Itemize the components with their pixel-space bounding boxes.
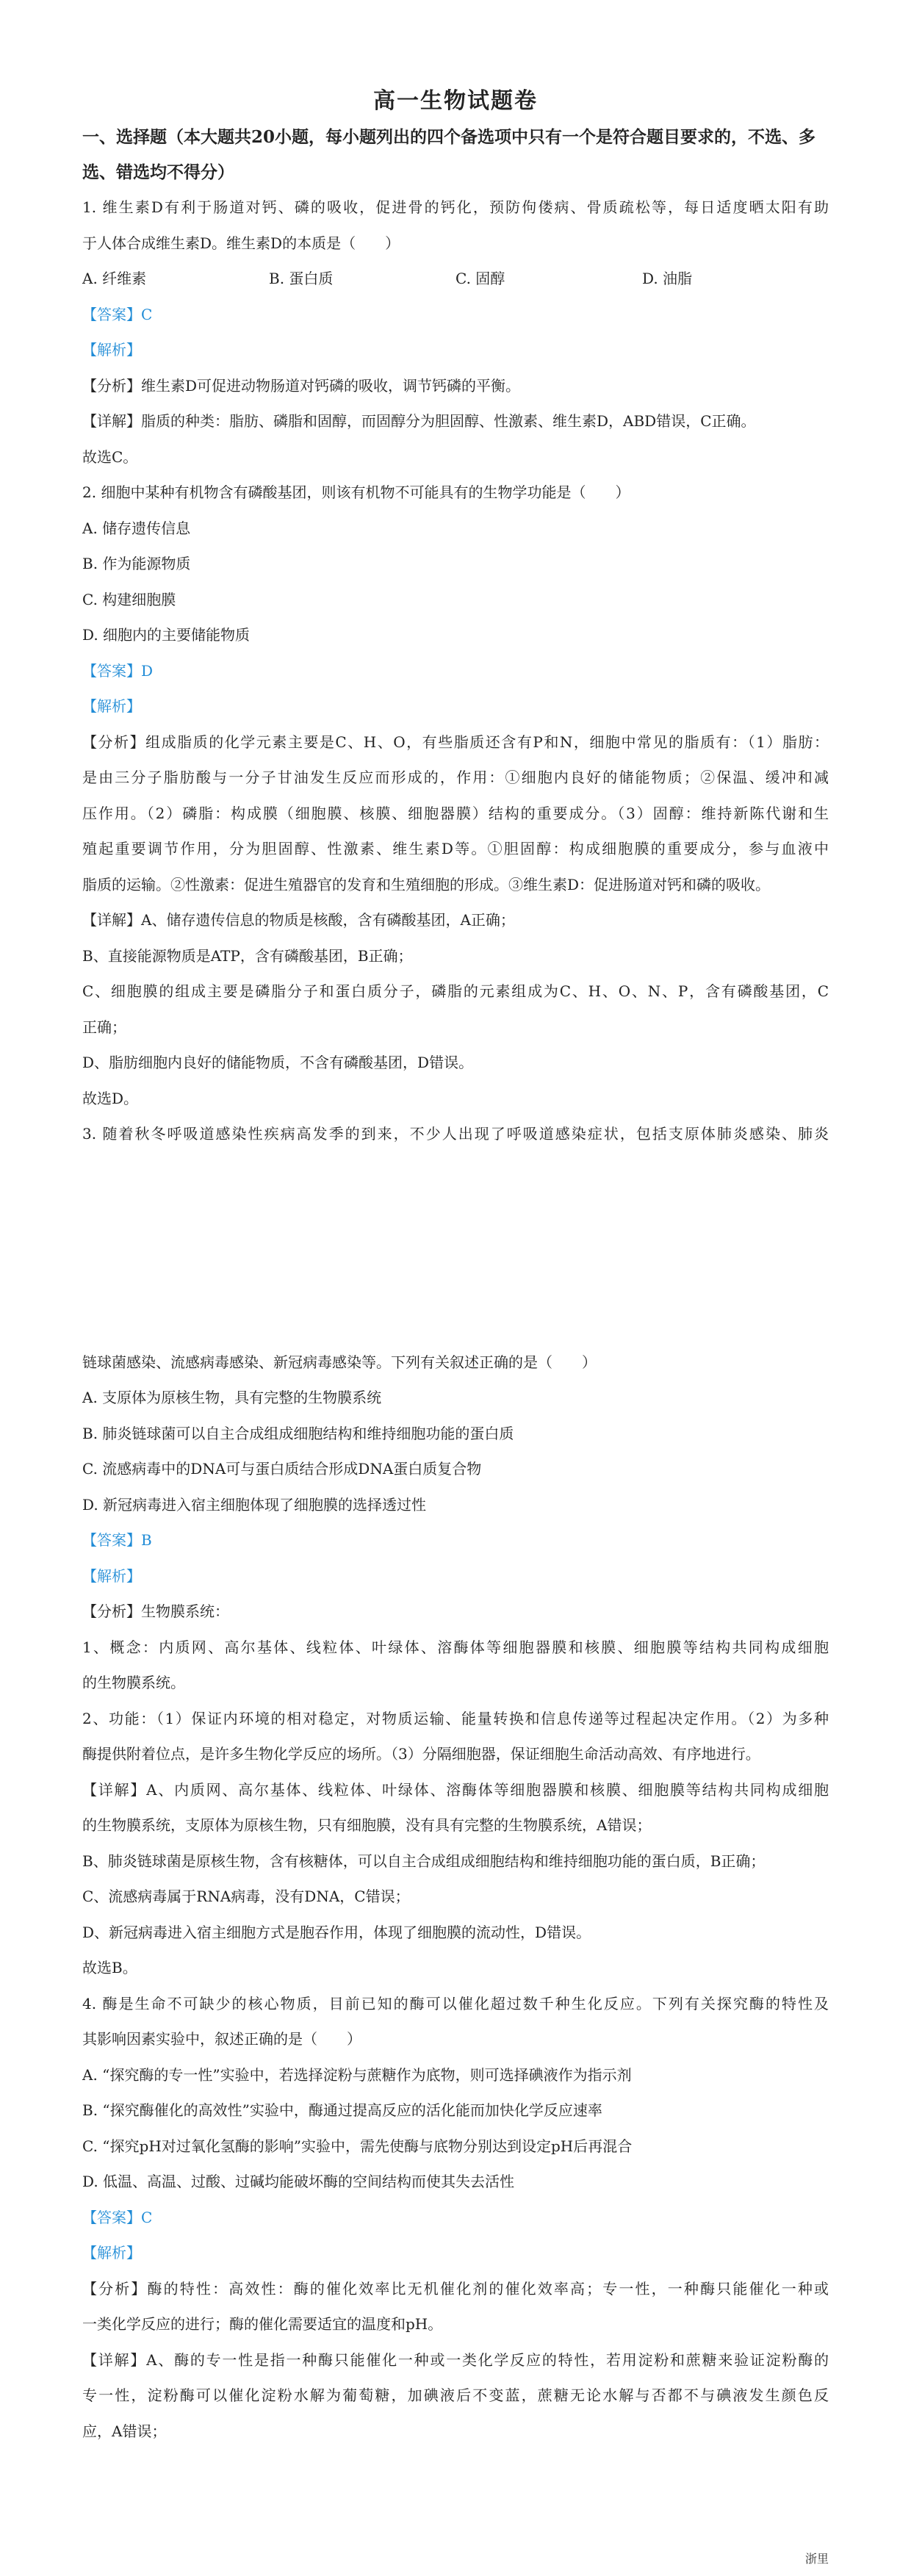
q1-option-c: C. 固醇 [455, 270, 505, 287]
blank-gap [82, 1152, 829, 1345]
q1-answer: 【答案】C [82, 305, 153, 323]
q3-conclusion: 故选B。 [82, 1959, 137, 1976]
q3-analysis-line: 酶提供附着位点，是许多生物化学反应的场所。（3）分隔细胞器，保证细胞生命活动高效、有序地进行。 [82, 1745, 760, 1763]
q2-conclusion: 故选D。 [82, 1089, 139, 1107]
q3-detail-line: B、肺炎链球菌是原核生物，含有核糖体，可以自主合成组成细胞结构和维持细胞功能的蛋白质，B正确； [82, 1852, 766, 1870]
q4-analysis-tag: 【解析】 [82, 2244, 141, 2262]
q2-analysis-tag: 【解析】 [82, 697, 141, 715]
q3-detail-line: 的生物膜系统，支原体为原核生物，只有细胞膜，没有具有完整的生物膜系统，A错误； [82, 1816, 652, 1834]
q3-detail-line: 【详解】A、内质网、高尔基体、线粒体、叶绿体、溶酶体等细胞器膜和核膜、细胞膜等结构共同构成细胞 [82, 1780, 829, 1799]
q3-answer: 【答案】B [82, 1531, 152, 1549]
q1-conclusion: 故选C。 [82, 447, 138, 466]
content-block-1 [82, 190, 829, 2449]
q3-detail-line: C、流感病毒属于RNA病毒，没有DNA，C错误； [82, 1888, 410, 1905]
q3-analysis-line: 【分析】生物膜系统： [82, 1602, 229, 1620]
q2-detail-line: C、细胞膜的组成主要是磷脂分子和蛋白质分子，磷脂的元素组成为C、H、O、N、P，含有磷酸基团，C [82, 982, 829, 1000]
q2-analysis-line: 【分析】组成脂质的化学元素主要是C、H、O，有些脂质还含有P和N，细胞中常见的脂质有：（1）脂肪： [82, 733, 829, 751]
q2-detail-line: B、直接能源物质是ATP，含有磷酸基团，B正确； [82, 946, 413, 965]
q3-analysis-line: 的生物膜系统。 [82, 1674, 185, 1691]
q1-option-b: B. 蛋白质 [269, 270, 334, 287]
q2-detail-line: 【详解】A、储存遗传信息的物质是核酸，含有磷酸基团，A正确； [82, 911, 515, 929]
q4-option-d: D. 低温、高温、过酸、过碱均能破坏酶的空间结构而使其失去活性 [82, 2173, 515, 2190]
q3-analysis-tag: 【解析】 [82, 1566, 141, 1585]
q1-detail: 【详解】脂质的种类：脂肪、磷脂和固醇，而固醇分为胆固醇、性激素、维生素D，ABD错误，C正确。 [82, 412, 756, 430]
q4-detail-line: 【详解】A、酶的专一性是指一种酶只能催化一种或一类化学反应的特性，若用淀粉和蔗糖来验证淀粉酶的 [82, 2350, 829, 2369]
q1-analysis: 【分析】维生素D可促进动物肠道对钙磷的吸收，调节钙磷的平衡。 [82, 376, 521, 395]
q2-analysis-line: 是由三分子脂肪酸与一分子甘油发生反应而形成的，作用：①细胞内良好的储能物质；②保温、缓冲和减 [82, 769, 829, 786]
q1-option-d: D. 油脂 [642, 270, 693, 287]
q2-option-a: A. 储存遗传信息 [82, 519, 191, 537]
q4-detail-line: 专一性，淀粉酶可以催化淀粉水解为葡萄糖，加碘液后不变蓝，蔗糖无论水解与否都不与碘液发生颜色反 [82, 2386, 829, 2404]
q2-option-c: C. 构建细胞膜 [82, 590, 176, 608]
q2-answer: 【答案】D [82, 661, 154, 680]
q4-analysis-line: 一类化学反应的进行；酶的催化需要适宜的温度和pH。 [82, 2315, 443, 2333]
q3-option-a: A. 支原体为原核生物，具有完整的生物膜系统 [82, 1389, 382, 1406]
q2-analysis-line: 压作用。（2）磷脂：构成膜（细胞膜、核膜、细胞器膜）结构的重要成分。（3）固醇：维持新陈代谢和生 [82, 804, 829, 822]
section-heading: 一、选择题（本大题共20小题，每小题列出的四个备选项中只有一个是符合题目要求的，不选、多选、错选均不得分） [82, 127, 816, 182]
q4-option-b: B. “探究酶催化的高效性”实验中，酶通过提高反应的活化能而加快化学反应速率 [82, 2101, 602, 2119]
q2-detail-line: 正确； [82, 1018, 126, 1036]
q4-analysis-line: 【分析】酶的特性：高效性：酶的催化效率比无机催化剂的催化效率高；专一性，一种酶只能催化一种或 [82, 2279, 829, 2298]
q2-detail-line: D、脂肪细胞内良好的储能物质，不含有磷酸基团，D错误。 [82, 1054, 474, 1071]
q3-detail-line: D、新冠病毒进入宿主细胞方式是胞吞作用，体现了细胞膜的流动性，D错误。 [82, 1923, 591, 1941]
q4-option-c: C. “探究pH对过氧化氢酶的影响”实验中，需先使酶与底物分别达到设定pH后再混合 [82, 2137, 633, 2155]
q4-detail-line: 应，A错误； [82, 2422, 167, 2440]
q2-option-b: B. 作为能源物质 [82, 555, 191, 572]
q3-option-d: D. 新冠病毒进入宿主细胞体现了细胞膜的选择透过性 [82, 1495, 427, 1514]
q3-option-b: B. 肺炎链球菌可以自主合成组成细胞结构和维持细胞功能的蛋白质 [82, 1424, 514, 1442]
q3-stem-line-2: 链球菌感染、流感病毒感染、新冠病毒感染等。下列有关叙述正确的是（ ） [82, 1353, 597, 1371]
q4-answer: 【答案】C [82, 2208, 153, 2226]
q3-option-c: C. 流感病毒中的DNA可与蛋白质结合形成DNA蛋白质复合物 [82, 1460, 482, 1478]
q1-stem-line-1: 1. 维生素D有利于肠道对钙、磷的吸收，促进骨的钙化，预防佝偻病、骨质疏松等，每日适度晒太阳有助 [82, 198, 829, 216]
q4-stem-line-1: 4. 酶是生命不可缺少的核心物质，目前已知的酶可以催化超过数千种生化反应。下列有关探究酶的特性及 [82, 1994, 829, 2012]
q1-stem-line-2: 于人体合成维生素D。维生素D的本质是（ ） [82, 234, 400, 252]
footer-mark: 浙里 [804, 2552, 829, 2566]
q2-analysis-line: 脂质的运输。②性激素：促进生殖器官的发育和生殖细胞的形成。③维生素D：促进肠道对钙和磷的吸收。 [82, 875, 771, 893]
q3-analysis-line: 1、概念：内质网、高尔基体、线粒体、叶绿体、溶酶体等细胞器膜和核膜、细胞膜等结构共同构成细胞 [82, 1638, 829, 1656]
q3-analysis-line: 2、功能：（1）保证内环境的相对稳定，对物质运输、能量转换和信息传递等过程起决定作用。（2）为多种 [82, 1709, 829, 1727]
q2-option-d: D. 细胞内的主要储能物质 [82, 626, 251, 644]
q1-option-a: A. 纤维素 [82, 270, 147, 287]
q1-analysis-tag: 【解析】 [82, 341, 141, 359]
q4-option-a: A. “探究酶的专一性”实验中，若选择淀粉与蔗糖作为底物，则可选择碘液作为指示剂 [82, 2065, 632, 2084]
q2-analysis-line: 殖起重要调节作用，分为胆固醇、性激素、维生素D等。①胆固醇：构成细胞膜的重要成分，参与血液中 [82, 840, 829, 857]
q3-stem-line-1: 3. 随着秋冬呼吸道感染性疾病高发季的到来，不少人出现了呼吸道感染症状，包括支原体肺炎感染、肺炎 [82, 1125, 829, 1143]
q2-stem: 2. 细胞中某种有机物含有磷酸基团，则该有机物不可能具有的生物学功能是（ ） [82, 483, 630, 501]
q1-options [82, 261, 829, 297]
q4-stem-line-2: 其影响因素实验中，叙述正确的是（ ） [82, 2030, 361, 2048]
page-title: 高一生物试题卷 [373, 88, 538, 114]
